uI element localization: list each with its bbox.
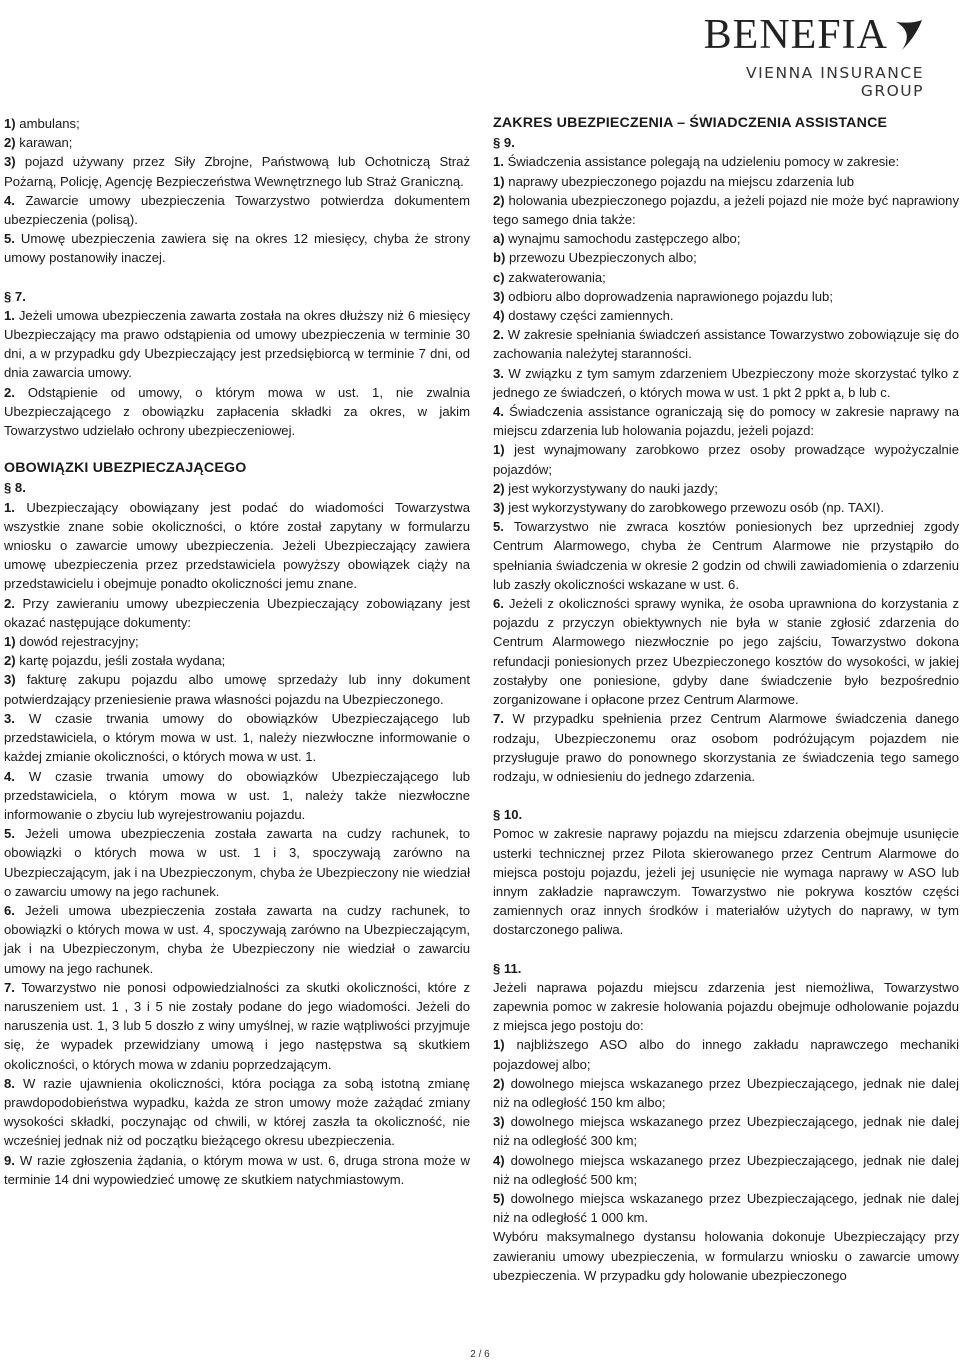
clause-paragraph <box>493 152 959 171</box>
clause-number: 1. <box>4 307 15 323</box>
clause-paragraph <box>493 1112 959 1150</box>
clause-text: W przypadku spełnienia przez Centrum Alarmowe świadczenia danego rodzaju, Ubezpieczonemu oraz osobom podróżującym pojazdem nie przysługuje prawo do ponownego skorzystania ze świadczenia tego samego rodzaju, w odniesieniu do jednego zdarzenia. <box>493 711 959 784</box>
clause-text: Jeżeli umowa ubezpieczenia została zawarta na cudzy rachunek, to obowiązki o których mowa w ust. 4, spoczywają zarówno na Ubezpieczającym, jak i na Ubezpieczonym, chyba że Ubezpieczony nie wiedział o zawarciu umowy na jego rachunek. <box>4 902 471 976</box>
clause-text: W razie zgłoszenia żądania, o którym mowa w ust. 6, druga strona może w terminie 14 dni wypowiedzieć umowę ze skutkiem natychmiastowym. <box>4 1152 470 1187</box>
clause-text: dowolnego miejsca wskazanego przez Ubezpieczającego, jednak nie dalej niż na odległość 500 km; <box>493 1152 960 1187</box>
clause-paragraph <box>493 268 959 287</box>
clause-number: b) <box>493 250 506 266</box>
clause-text: Towarzystwo nie ponosi odpowiedzialności za skutki okoliczności, które z naruszeniem ust. 1 , 3 i 5 nie zostały podane do jego wiadomości. Jeżeli do naruszenia ust. 1, 3 lub 5 doszło z winy umyślnej, w razie wątpliwości przyjmuje się, że wypadek przewidziany umową i jego następstwa są skutkiem okoliczności, o których mowa w zdaniu poprzedzającym. <box>4 979 470 1072</box>
clause-paragraph <box>493 440 959 478</box>
clause-text: dowód rejestracyjny; <box>19 634 139 650</box>
clause-number: 2) <box>493 480 505 496</box>
clause-text: Odstąpienie od umowy, o którym mowa w ust. 1, nie zwalnia Ubezpieczającego z obowiązku zapłacenia składki za okres, w jakim Towarzystwo udzielało ochrony ubezpieczeniowej. <box>4 384 471 439</box>
clause-number: 4) <box>493 1152 505 1168</box>
clause-text: jest wykorzystywany do zarobkowego przewozu osób (np. TAXI). <box>508 500 885 516</box>
clause-number: 5. <box>4 826 15 842</box>
clause-text: Świadczenia assistance polegają na udzieleniu pomocy w zakresie: <box>507 154 900 170</box>
clause-text: naprawy ubezpieczonego pojazdu na miejscu zdarzenia lub <box>508 173 855 189</box>
clause-number: 5. <box>4 231 15 247</box>
clause-paragraph <box>493 1151 959 1189</box>
clause-paragraph <box>4 824 470 901</box>
clause-paragraph <box>4 901 470 978</box>
clause-paragraph <box>4 306 470 383</box>
clause-number: 2) <box>493 1075 505 1091</box>
clause-text: Zawarcie umowy ubezpieczenia Towarzystwo potwierdza dokumentem ubezpieczenia (polisą). <box>4 192 471 228</box>
clause-paragraph <box>493 978 959 1036</box>
clause-paragraph <box>493 172 959 191</box>
clause-text: dowolnego miejsca wskazanego przez Ubezpieczającego, jednak nie dalej niż na odległość 1 000 km. <box>493 1190 960 1226</box>
clause-text: fakturę zakupu pojazdu albo umowę sprzedaży lub inny dokument potwierdzający przeniesienie prawa własności pojazdu na Ubezpieczonego. <box>4 672 471 707</box>
group-name: VIENNA INSURANCE GROUP <box>746 64 924 100</box>
clause-paragraph <box>4 670 470 708</box>
clause-number: 4. <box>4 768 15 784</box>
clause-number: 2) <box>4 135 16 151</box>
clause-text: dowolnego miejsca wskazanego przez Ubezpieczającego, jednak nie dalej niż na odległość 300 km; <box>493 1114 960 1149</box>
clause-paragraph <box>493 248 959 267</box>
clause-text: Pomoc w zakresie naprawy pojazdu na miejscu zdarzenia obejmuje usunięcie usterki technicznej przez Pilota skierowanego przez Centrum Alarmowe do miejsca postoju pojazdu, jeżeli jej usunięcie nie wymaga naprawy w ASO lub innym zakładzie naprawczym. Towarzystwo nie pokrywa kosztów części zamiennych oraz innych środków i materiałów użytych do naprawy, w tym dostarczonego paliwa. <box>493 826 959 938</box>
clause-paragraph <box>4 978 470 1074</box>
clause-text: Jeżeli naprawa pojazdu miejscu zdarzenia jest niemożliwa, Towarzystwo zapewnia pomoc w zakresie holowania pojazdu obejmuje odholowanie pojazdu z miejsca jego postoju do: <box>493 979 959 1034</box>
clause-number: 3. <box>4 710 15 726</box>
clause-text: zakwaterowania; <box>508 269 606 285</box>
clause-text: Ubezpieczający obowiązany jest podać do wiadomości Towarzystwa wszystkie znane sobie okoliczności, o które został zapytany w formularzu wniosku o zawarcie umowy ubezpieczenia. Jeżeli Ubezpieczający zawiera umowę ubezpieczenia przez przedstawiciela powyższy obowiązek ciąży na przedstawicielu i obejmuje ponadto okoliczności jemu znane. <box>4 499 470 592</box>
clause-text: ambulans; <box>19 116 80 131</box>
clause-text: karawan; <box>19 135 73 151</box>
clause-paragraph <box>493 709 959 786</box>
clause-paragraph <box>4 1074 470 1151</box>
clause-number: 3) <box>493 288 505 304</box>
clause-text: Umowę ubezpieczenia zawiera się na okres 12 miesięcy, chyba że strony umowy postanowiły inaczej. <box>4 231 470 266</box>
paragraph-symbol-heading: § 7. <box>4 288 26 304</box>
clause-number: 1) <box>4 634 16 650</box>
clause-number: 4) <box>493 308 505 324</box>
clause-number: c) <box>493 269 505 285</box>
clause-number: 2. <box>4 595 15 611</box>
clause-number: 1. <box>4 499 15 515</box>
section-gap <box>4 268 470 287</box>
clause-number: 3) <box>4 672 16 688</box>
clause-number: 7. <box>493 711 504 727</box>
clause-number: 4. <box>493 404 504 420</box>
section-title: OBOWIĄZKI UBEZPIECZAJĄCEGO <box>4 460 247 477</box>
clause-number: 1. <box>493 154 504 170</box>
clause-paragraph <box>493 1074 959 1112</box>
clause-text: Jeżeli umowa ubezpieczenia zawarta została na okres dłuższy niż 6 miesięcy Ubezpieczający ma prawo odstąpienia od umowy ubezpieczenia w terminie 30 dni, a w przypadku gdy Ubezpieczający jest przedsiębiorcą w terminie 7 dni, od dnia zawarcia umowy. <box>4 307 471 381</box>
clause-number: 7. <box>4 979 15 995</box>
clause-paragraph <box>4 709 470 767</box>
left-column <box>4 114 470 1189</box>
clause-paragraph <box>4 383 470 441</box>
swoosh-icon <box>894 18 924 52</box>
clause-paragraph <box>4 594 470 632</box>
clause-number: 2. <box>4 384 15 400</box>
clause-paragraph <box>493 229 959 248</box>
clause-number: 2) <box>4 653 16 669</box>
clause-number: 1) <box>493 1037 505 1053</box>
clause-text: pojazd używany przez Siły Zbrojne, Państwową lub Ochotniczą Straż Pożarną, Policję, Agencję Bezpieczeństwa Wewnętrznego lub Straż Graniczną. <box>4 154 470 189</box>
clause-paragraph <box>4 1151 470 1189</box>
clause-number: 3) <box>493 500 505 516</box>
clause-paragraph <box>4 632 470 651</box>
clause-paragraph <box>493 364 959 402</box>
clause-text: jest wynajmowany zarobkowo przez osoby prowadzące wypożyczalnie pojazdów; <box>493 442 959 477</box>
paragraph-symbol-heading: § 10. <box>493 807 523 823</box>
clause-text: W czasie trwania umowy do obowiązków Ubezpieczającego lub przedstawiciela, o którym mowa w ust. 1, należy niezwłoczne informowanie o każdej zmianie okoliczności, o których mowa w ust. 1. <box>4 710 471 765</box>
clause-paragraph <box>4 191 470 229</box>
clause-text: Towarzystwo nie zwraca kosztów poniesionych bez uprzedniej zgody Centrum Alarmowego, chyba że Centrum Alarmowe nie przystąpiło do spełniania świadczenia w okresie 2 godzin od chwili zawiadomienia o zdarzeniu lub zaszły okoliczności wskazane w ust. 6. <box>493 519 959 592</box>
clause-text: Jeżeli z okoliczności sprawy wynika, że osoba uprawniona do korzystania z pojazdu z przyczyn obiektywnych nie była w stanie zgłosić zdarzenia do Centrum Alarmowego niezwłocznie po jego zajściu, Towarzystwo dokona refundacji poniesionych przez Ubezpieczonego kosztów do wysokości, w jakiej zostałyby one poniesione, gdyby dane świadczenie było bezpośrednio zorganizowane i opłacone przez Centrum Alarmowe. <box>493 596 959 708</box>
clause-text: dowolnego miejsca wskazanego przez Ubezpieczającego, jednak nie dalej niż na odległość 150 km albo; <box>493 1075 960 1110</box>
clause-paragraph <box>493 1227 959 1285</box>
clause-number: a) <box>493 231 505 247</box>
clause-text: W związku z tym samym zdarzeniem Ubezpieczony może skorzystać tylko z jednego ze świadczeń, o których mowa w ust. 1 pkt 2 ppkt a, b lub c. <box>493 365 959 400</box>
clause-text: przewozu Ubezpieczonych albo; <box>509 250 697 266</box>
clause-paragraph <box>493 402 959 440</box>
clause-text: W zakresie spełniania świadczeń assistance Towarzystwo zobowiązuje się do zachowania należytej staranności. <box>493 327 959 362</box>
clause-paragraph <box>493 517 959 594</box>
clause-paragraph <box>493 594 959 709</box>
clause-number: 1) <box>4 116 16 131</box>
clause-number: 1) <box>493 442 505 458</box>
clause-text: jest wykorzystywany do nauki jazdy; <box>508 480 718 496</box>
clause-text: najbliższego ASO albo do innego zakładu naprawczego mechaniki pojazdowej albo; <box>493 1037 959 1072</box>
clause-number: 9. <box>4 1152 15 1168</box>
section-gap <box>4 440 470 459</box>
clause-text: Wybóru maksymalnego dystansu holowania dokonuje Ubezpieczający przy zawieraniu umowy ubezpieczenia, w formularzu wniosku o zawarcie umowy ubezpieczenia. W przypadku gdy holowanie ubezpieczonego <box>493 1229 959 1283</box>
clause-paragraph <box>4 152 470 190</box>
clause-text: dostawy części zamiennych. <box>508 308 674 324</box>
clause-number: 5) <box>493 1190 505 1206</box>
clause-number: 6. <box>493 596 504 612</box>
clause-number: 2. <box>493 327 504 343</box>
clause-text: W czasie trwania umowy do obowiązków Ubezpieczającego lub przedstawiciela, o którym mowa w ust. 1, należy także niezwłoczne informowanie o zbyciu lub wyrejestrowaniu pojazdu. <box>4 768 471 822</box>
clause-paragraph <box>493 1189 959 1227</box>
clause-text: Jeżeli umowa ubezpieczenia została zawarta na cudzy rachunek, to obowiązki o których mowa w ust. 1 i 3, spoczywają zarówno na Ubezpieczającym, jak i na Ubezpieczonym, chyba że Ubezpieczony nie wiedział o zawarciu umowy na jego rachunek. <box>4 826 471 899</box>
clause-paragraph <box>493 191 959 229</box>
clause-text: Świadczenia assistance ograniczają się do pomocy w zakresie naprawy na miejscu zdarzenia lub holowania pojazdu, jeżeli pojazd: <box>493 404 960 439</box>
clause-paragraph <box>4 133 470 152</box>
clause-number: 5. <box>493 519 504 535</box>
clause-text: kartę pojazdu, jeśli została wydana; <box>19 653 226 669</box>
clause-number: 3) <box>4 154 16 170</box>
clause-paragraph <box>4 651 470 670</box>
clause-paragraph <box>493 824 959 939</box>
clause-number: 6. <box>4 902 15 918</box>
right-column <box>493 114 959 1285</box>
clause-paragraph <box>4 767 470 825</box>
clause-paragraph <box>493 306 959 325</box>
company-logo <box>684 14 924 100</box>
clause-number: 8. <box>4 1075 15 1091</box>
clause-number: 1) <box>493 173 505 189</box>
paragraph-symbol-heading: § 8. <box>4 480 26 496</box>
clause-paragraph <box>493 325 959 363</box>
page-number: 2 / 6 <box>470 1349 490 1360</box>
paragraph-symbol-heading: § 11. <box>493 960 522 976</box>
clause-number: 3. <box>493 365 504 381</box>
brand-name: BENEFIA <box>703 12 888 58</box>
clause-paragraph <box>493 1035 959 1073</box>
clause-number: 3) <box>493 1114 505 1130</box>
section-title: ZAKRES UBEZPIECZENIA – ŚWIADCZENIA ASSISTANCE <box>493 115 888 131</box>
clause-text: holowania ubezpieczonego pojazdu, a jeżeli pojazd nie może być naprawiony tego samego dnia także: <box>493 192 959 228</box>
section-gap <box>493 786 959 805</box>
clause-text: W razie ujawnienia okoliczności, która pociąga za sobą istotną zmianę prawdopodobieństwa wypadku, każda ze stron umowy może zażądać zmiany wysokości składki, poczynając od chwili, w której zaszła ta okoliczność, nie wcześniej jednak niż od początku bieżącego okresu ubezpieczenia. <box>4 1075 470 1149</box>
clause-paragraph <box>493 479 959 498</box>
clause-text: odbioru albo doprowadzenia naprawionego pojazdu lub; <box>508 288 833 304</box>
clause-number: 4. <box>4 192 15 208</box>
clause-number: 2) <box>493 192 505 208</box>
section-gap <box>493 940 959 959</box>
clause-paragraph <box>4 498 470 594</box>
clause-paragraph <box>493 498 959 517</box>
paragraph-symbol-heading: § 9. <box>493 135 515 151</box>
clause-paragraph <box>4 229 470 267</box>
clause-text: Przy zawieraniu umowy ubezpieczenia Ubezpieczający zobowiązany jest okazać następujące dokumenty: <box>4 595 470 630</box>
clause-paragraph <box>4 114 470 133</box>
clause-text: wynajmu samochodu zastępczego albo; <box>508 231 741 247</box>
clause-paragraph <box>493 287 959 306</box>
